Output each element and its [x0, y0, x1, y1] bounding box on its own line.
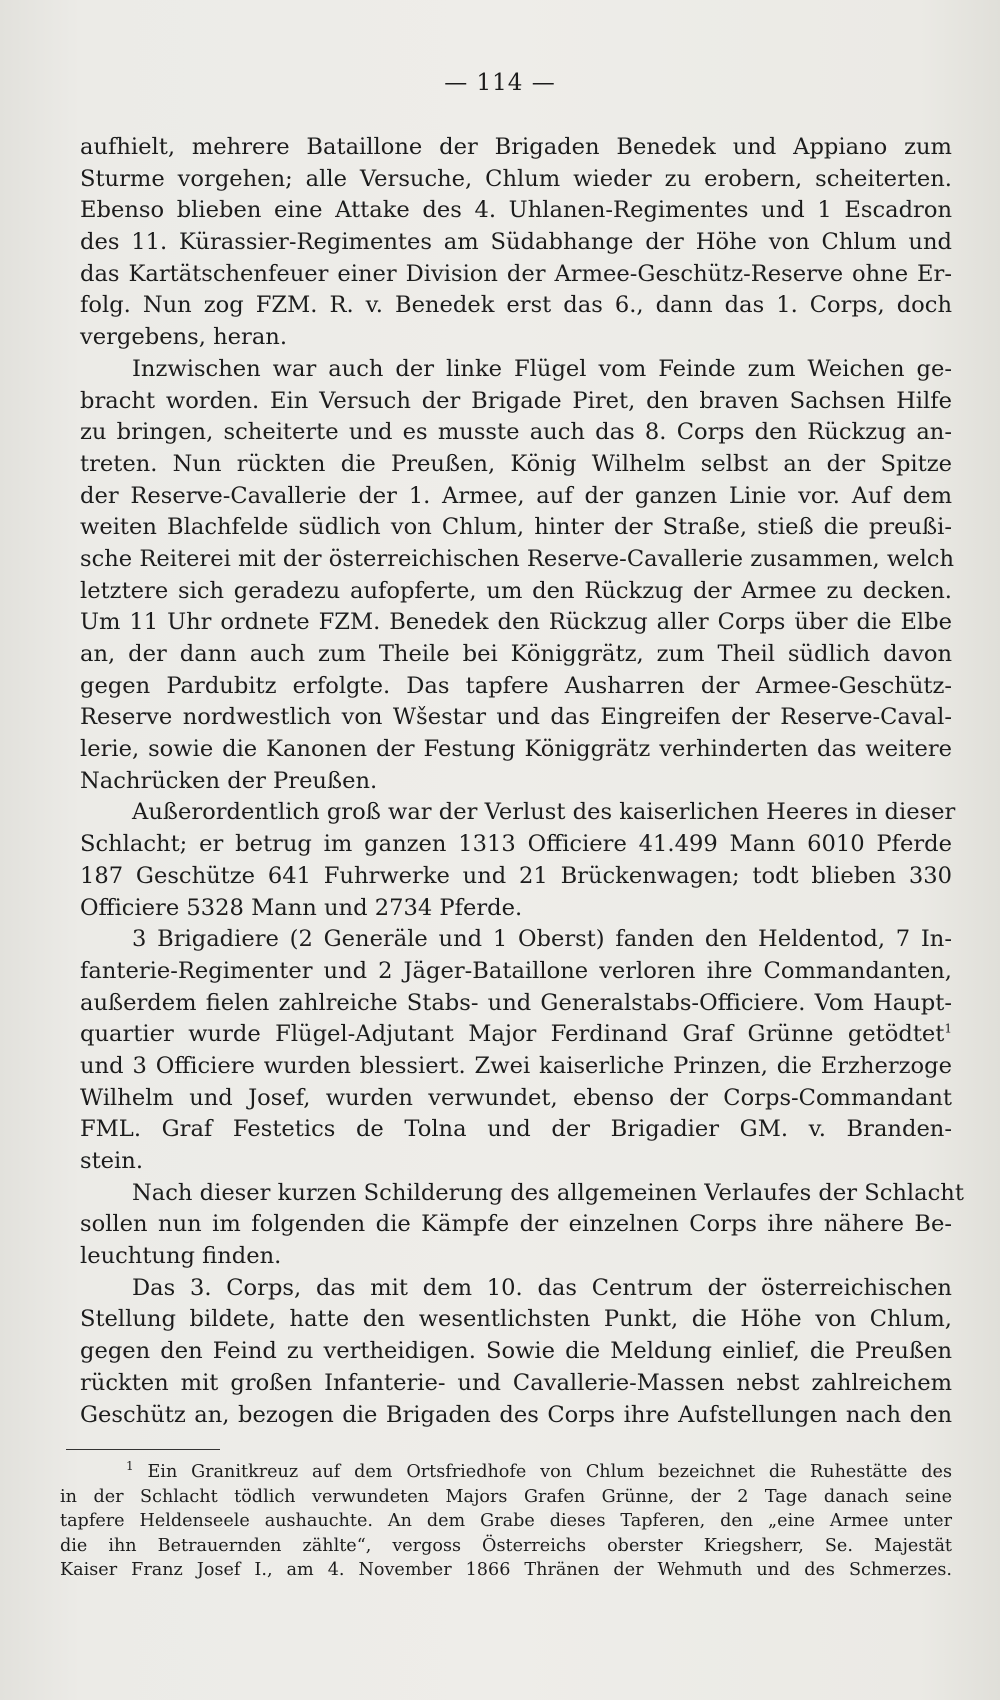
- footnote-line: Kaiser Franz Josef I., am 4. November 1866 Thränen der Wehmuth und des Schmerzes.: [60, 1560, 952, 1581]
- text-line: sche Reiterei mit der österreichischen Reserve-Cavallerie zusammen, welch: [80, 545, 955, 572]
- footnote-divider: [66, 1449, 220, 1450]
- text-line: und 3 Officiere wurden blessiert. Zwei kaiserliche Prinzen, die Erzherzoge: [80, 1052, 952, 1079]
- text-line: lerie, sowie die Kanonen der Festung Königgrätz verhinderten das weitere: [80, 736, 952, 763]
- text-line: fanterie-Regimenter und 2 Jäger-Bataillone verloren ihre Commandanten,: [80, 957, 952, 984]
- page-number: — 114 —: [444, 70, 556, 96]
- text-line: bracht worden. Ein Versuch der Brigade Piret, den braven Sachsen Hilfe: [80, 387, 952, 414]
- footnote-line: in der Schlacht tödlich verwundeten Majors Grafen Grünne, der 2 Tage danach seine: [60, 1486, 952, 1507]
- text-line: Officiere 5328 Mann und 2734 Pferde.: [80, 894, 523, 921]
- text-line: weiten Blachfelde südlich von Chlum, hinter der Straße, stieß die preußi-: [80, 514, 952, 541]
- text-line: FML. Graf Festetics de Tolna und der Brigadier GM. v. Branden-: [80, 1116, 952, 1143]
- paragraph: [80, 924, 952, 1178]
- footnote-line: die ihn Betrauernden zählte“, vergoss Österreichs oberster Kriegsherr, Se. Majestät: [60, 1535, 952, 1556]
- text-line: aufhielt, mehrere Bataillone der Brigaden Benedek und Appiano zum: [80, 134, 952, 160]
- text-line: der Reserve-Cavallerie der 1. Armee, auf der ganzen Linie vor. Auf dem: [80, 482, 952, 509]
- text-line: letztere sich geradezu aufopferte, um den Rückzug der Armee zu decken.: [80, 577, 952, 604]
- text-line: Reserve nordwestlich von Wšestar und das Eingreifen der Reserve-Caval-: [80, 704, 952, 731]
- text-line: stein.: [80, 1148, 144, 1174]
- text-line: Nach dieser kurzen Schilderung des allgemeinen Verlaufes der Schlacht: [132, 1179, 964, 1206]
- footnote-reference: 1: [944, 1021, 952, 1036]
- text-line: Das 3. Corps, das mit dem 10. das Centrum der österreichischen: [132, 1274, 952, 1301]
- text-line: Stellung bildete, hatte den wesentlichsten Punkt, die Höhe von Chlum,: [80, 1306, 952, 1333]
- text-line-content: quartier wurde Flügel-Adjutant Major Ferdinand Graf Grünne getödtet: [80, 1021, 945, 1048]
- text-line: Schlacht; er betrug im ganzen 1313 Officiere 41.499 Mann 6010 Pferde: [80, 831, 952, 858]
- text-line: treten. Nun rückten die Preußen, König Wilhelm selbst an der Spitze: [80, 450, 952, 477]
- paragraph: [80, 132, 952, 354]
- text-line: außerdem fielen zahlreiche Stabs- und Generalstabs-Officiere. Vom Haupt-: [80, 989, 952, 1016]
- text-line: 187 Geschütze 641 Fuhrwerke und 21 Brückenwagen; todt blieben 330: [80, 862, 952, 889]
- text-line: 3 Brigadiere (2 Generäle und 1 Oberst) fanden den Heldentod, 7 In-: [132, 926, 952, 953]
- paragraph: [80, 354, 955, 798]
- text-line: gegen Pardubitz erfolgte. Das tapfere Ausharren der Armee-Geschütz-: [80, 672, 952, 699]
- text-line: das Kartätschenfeuer einer Division der Armee-Geschütz-Reserve ohne Er-: [80, 260, 952, 287]
- text-line: gegen den Feind zu vertheidigen. Sowie die Meldung einlief, die Preußen: [80, 1338, 952, 1365]
- body-text: [80, 132, 964, 1431]
- text-line: Nachrücken der Preußen.: [80, 767, 378, 794]
- paragraph: [80, 797, 956, 924]
- text-line: Inzwischen war auch der linke Flügel vom Feinde zum Weichen ge-: [132, 355, 952, 382]
- footnote-line: [60, 1460, 952, 1485]
- text-line: Außerordentlich groß war der Verlust des kaiserlichen Heeres in dieser: [132, 799, 956, 826]
- paragraph: [80, 1273, 952, 1431]
- text-line: leuchtung finden.: [80, 1243, 282, 1270]
- text-line: Ebenso blieben eine Attake des 4. Uhlanen-Regimentes und 1 Escadron: [80, 197, 952, 224]
- text-line: Geschütz an, bezogen die Brigaden des Corps ihre Aufstellungen nach den: [80, 1401, 952, 1428]
- text-line: Wilhelm und Josef, wurden verwundet, ebenso der Corps-Commandant: [80, 1084, 952, 1111]
- text-line: folg. Nun zog FZM. R. v. Benedek erst das 6., dann das 1. Corps, doch: [80, 292, 952, 319]
- footnote-marker: 1: [126, 1459, 134, 1474]
- text-line: Sturme vorgehen; alle Versuche, Chlum wieder zu erobern, scheiterten.: [80, 165, 952, 192]
- text-line: an, der dann auch zum Theile bei Königgrätz, zum Theil südlich davon: [80, 641, 952, 667]
- text-line: [80, 1019, 952, 1051]
- text-line: des 11. Kürassier-Regimentes am Südabhange der Höhe von Chlum und: [80, 229, 952, 256]
- footnote: [60, 1460, 952, 1583]
- text-line: sollen nun im folgenden die Kämpfe der einzelnen Corps ihre nähere Be-: [80, 1211, 952, 1238]
- text-line: rückten mit großen Infanterie- und Cavallerie-Massen nebst zahlreichem: [80, 1369, 952, 1396]
- text-line: zu bringen, scheiterte und es musste auch das 8. Corps den Rückzug an-: [80, 419, 952, 446]
- paragraph: [80, 1178, 964, 1273]
- footnote-line-content: Ein Granitkreuz auf dem Ortsfriedhofe von Chlum bezeichnet die Ruhestätte des: [147, 1462, 952, 1482]
- text-line: vergebens, heran.: [80, 324, 288, 351]
- footnote-line: tapfere Heldenseele aushauchte. An dem Grabe dieses Tapferen, den „eine Armee unter: [60, 1511, 952, 1532]
- text-line: Um 11 Uhr ordnete FZM. Benedek den Rückzug aller Corps über die Elbe: [80, 609, 952, 636]
